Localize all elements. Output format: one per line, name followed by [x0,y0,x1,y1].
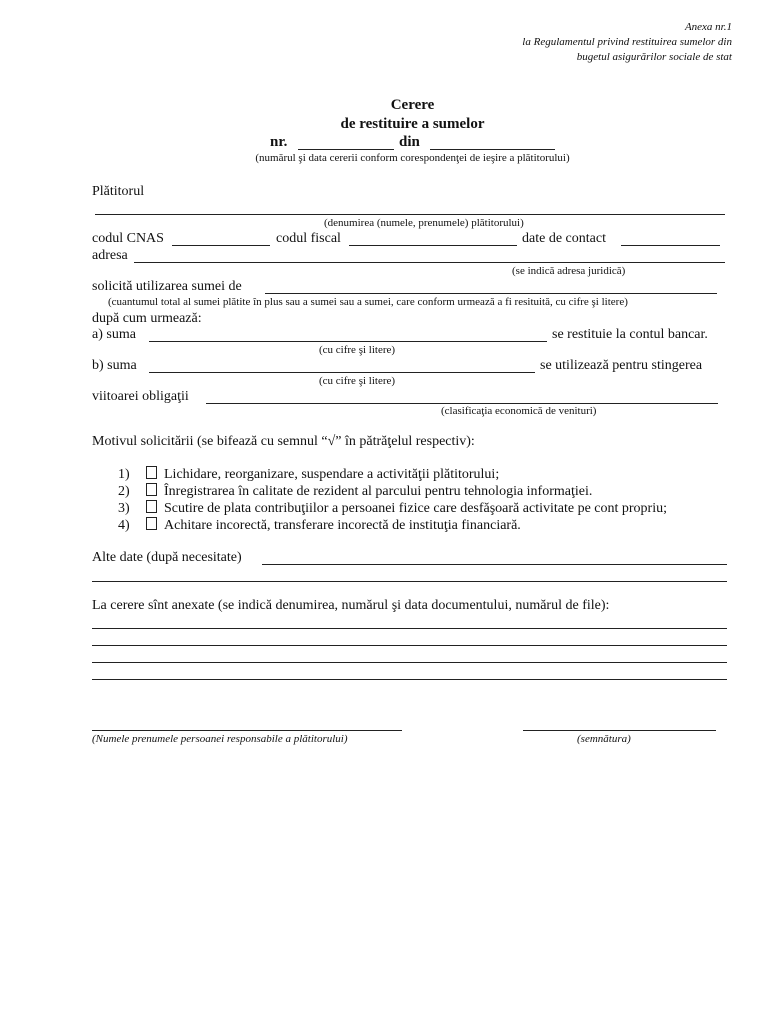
sum-a-note: (cu cifre şi litere) [319,344,396,356]
reason-text: Scutire de plata contribuţiilor a persoanei fizice care desfăşoară activitate pe cont propriu; [164,501,667,516]
title-subtitle: de restituire a sumelor [340,116,485,132]
payer-name-note: (denumirea (numele, prenumele) plătitorului) [324,217,524,229]
reason-checkbox[interactable] [146,483,157,496]
fiscal-label: codul fiscal [276,231,341,246]
future-obligations-note: (clasificaţia economică de venituri) [441,405,597,417]
attachments-field-line3[interactable] [92,662,727,663]
reason-checkbox[interactable] [146,500,157,513]
responsible-name-field[interactable] [92,730,402,731]
sum-b-label: b) suma [92,358,137,373]
reason-item [118,483,592,500]
reason-checkbox[interactable] [146,466,157,479]
sum-b-field[interactable] [149,372,535,373]
reason-item [118,517,521,534]
nr-field[interactable] [298,149,394,150]
other-data-label: Alte date (după necesitate) [92,550,242,565]
reason-item [118,500,667,517]
amount-label: solicită utilizarea sumei de [92,279,242,294]
reason-text: Lichidare, reorganizare, suspendare a activităţii plătitorului; [164,467,500,482]
reason-text: Achitare incorectă, transferare incorectă de instituţia financiară. [164,518,521,533]
attachments-label: La cerere sînt anexate (se indică denumirea, numărul şi data documentului, numărul de file): [92,598,610,613]
annex-budget: bugetul asigurărilor sociale de stat [576,51,732,63]
amount-note: (cuantumul total al sumei plătite în plus sau a sumei sau a sumei, care conform urmează a fi resituită, cu cifre şi litere) [108,296,628,308]
attachments-field-line4[interactable] [92,679,727,680]
signature-field[interactable] [523,730,716,731]
cnas-field[interactable] [172,245,270,246]
attachments-field-line1[interactable] [92,628,727,629]
title-cerere: Cerere [390,97,435,113]
amount-field[interactable] [265,293,717,294]
sum-a-suffix: se restituie la contul bancar. [552,327,708,342]
sum-b-suffix: se utilizează pentru stingerea [540,358,703,373]
nr-label: nr. [270,134,288,150]
address-field[interactable] [134,262,725,263]
address-label: adresa [92,248,128,263]
as-follows-label: după cum urmează: [92,311,202,326]
annex-number: Anexa nr.1 [684,21,732,33]
future-obligations-field[interactable] [206,403,718,404]
responsible-name-caption: (Numele prenumele persoanei responsabile a plătitorului) [92,733,348,745]
reason-text: Înregistrarea în calitate de rezident al parcului pentru tehnologia informaţiei. [164,484,593,499]
reason-number: 1) [118,467,130,482]
contact-field[interactable] [621,245,720,246]
reason-number: 4) [118,518,130,533]
payer-name-field[interactable] [95,214,725,215]
signature-caption: (semnătura) [577,733,631,745]
fiscal-field[interactable] [349,245,517,246]
reasons-heading: Motivul solicitării (se bifează cu semnul “√” în pătrăţelul respectiv): [92,434,475,449]
contact-label: date de contact [522,231,606,246]
other-data-field[interactable] [262,564,727,565]
future-obligations-label: viitoarei obligaţii [92,389,189,404]
reason-checkbox[interactable] [146,517,157,530]
sum-a-label: a) suma [92,327,136,342]
cnas-label: codul CNAS [92,231,164,246]
payer-label: Plătitorul [92,184,145,199]
annex-regulation: la Regulamentul privind restituirea sumelor din [522,36,732,48]
title-nr-row [270,134,287,151]
attachments-field-line2[interactable] [92,645,727,646]
din-label: din [399,134,420,150]
date-field[interactable] [430,149,555,150]
reason-number: 3) [118,501,130,516]
address-note: (se indică adresa juridică) [512,265,626,277]
other-data-field-line2[interactable] [92,581,727,582]
reason-item [118,466,499,483]
title-note: (numărul şi data cererii conform corespondenţei de ieşire a plătitorului) [255,152,570,164]
reason-number: 2) [118,484,130,499]
sum-b-note: (cu cifre şi litere) [319,375,396,387]
sum-a-field[interactable] [149,341,547,342]
